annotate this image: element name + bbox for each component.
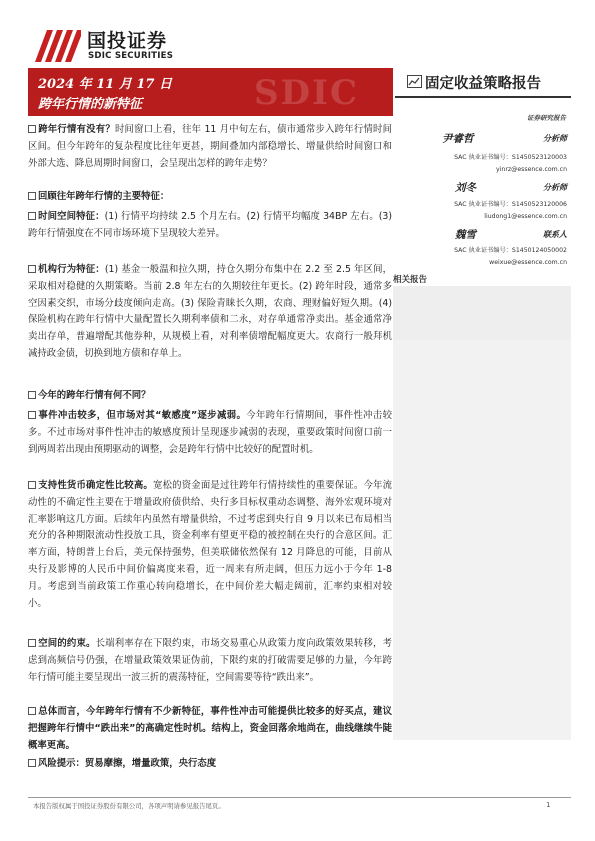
paragraph-institution [28, 262, 392, 363]
author-email[interactable]: yinrz@essence.com.cn [496, 166, 567, 173]
section-heading: 回顾往年跨年行情的主要特征： [38, 191, 170, 202]
paragraph-space-constraint [28, 636, 392, 686]
paragraph-text: 风险提示：贸易摩擦，增量政策，央行态度 [38, 758, 217, 769]
title-banner [28, 68, 393, 116]
report-subtitle: 跨年行情的新特征 [38, 97, 143, 112]
paragraph-monetary [28, 478, 392, 612]
author-name: 尹睿哲 [442, 133, 474, 145]
report-date: 2024 年 11 月 17 日 [38, 77, 172, 92]
paragraph-text: 总体而言，今年跨年行情有不少新特征，事件性冲击可能提供比较多的好买点，建议把握跨年行情中“跌出来”的高确定性时机。结构上，资金回落余地尚在，曲线继续牛陡概率更高。 [28, 706, 392, 751]
author-cert: SAC 执业证书编号：S1450523120006 [454, 201, 567, 208]
related-reports-box [393, 286, 571, 340]
bullet-box-icon [28, 192, 36, 200]
bullet-box-icon [28, 639, 36, 647]
author-cert: SAC 执业证书编号：S1450523120003 [454, 154, 567, 161]
logo-mark-icon [33, 26, 81, 64]
author-role: 联系人 [543, 230, 567, 239]
chart-icon [407, 75, 422, 88]
paragraph-summary [28, 704, 392, 754]
footer-disclaimer: 本报告版权属于国投证券股份有限公司，各项声明请参见报告尾页。 [33, 802, 225, 810]
report-tag: 证券研究报告 [527, 114, 566, 122]
paragraph-lead: 空间的约束。 [38, 638, 96, 649]
paragraph-text: (1) 基金一般温和拉久期，持仓久期分布集中在 2.2 至 2.5 年区间，采取相对稳健的久期策略。当前 2.8 年左右的久期较往年更长。(2) 跨年时段，通常多空因素交织，市场分歧度倾向走高。(3) 保险青睐长久期，农商、理财偏好短久期。(4) 保险机构在跨年行情中大量配置长久期利率债和二永，对存单通常净卖出。基金通常净卖出存单，普遍增配其他券种，从规模上看，对利率债增配幅度更大。农商行一般拜机减持政金债，切换到地方债和存单上。 [28, 264, 392, 359]
page-number: 1 [546, 801, 551, 809]
report-type-title: 固定收益策略报告 [425, 75, 541, 92]
company-logo [33, 26, 191, 66]
bullet-box-icon [28, 212, 36, 220]
logo-text-en: SDIC SECURITIES [88, 51, 174, 61]
footer-divider [28, 797, 571, 798]
paragraph-lead: 机构行为特征： [38, 264, 105, 275]
paragraph-lead: 时间空间特征： [38, 211, 105, 222]
report-type-header [405, 72, 571, 92]
paragraph-intro [28, 122, 392, 172]
paragraph-risk [28, 756, 392, 773]
bullet-box-icon [28, 125, 36, 133]
bullet-box-icon [28, 481, 36, 489]
paragraph-time-space [28, 209, 392, 243]
paragraph-text: 宽松的资金面是过往跨年行情持续性的重要保证。今年流动性的不确定性主要在于增量政府债供给、央行多目标权重动态调整、海外宏观环境对汇率影响这几方面。后续年内虽然有增量供给，不过考虑到央行自 9 月以来已布局相当充分的各种期限流动性投放工具，资金利率有望更平稳的被控制在央行的合意区间。汇率方面，特朗普上台后，美元保持强势，但美联储依然保有 12 月降息的可能，目前从央行及影博的人民币中间价偏离度来看，近一周来有所走阔，但压力远小于今年 1-8 月。考虑到当前政策工作重心转向稳增长，在中间价差大幅走阔前，汇率约束相对较小。 [28, 480, 392, 609]
author-email[interactable]: weixue@essence.com.cn [489, 259, 567, 266]
sidebar-background [393, 340, 571, 740]
author-role: 分析师 [543, 134, 567, 143]
header-divider [395, 96, 571, 98]
section-heading: 今年的跨年行情有何不同？ [38, 390, 151, 401]
paragraph-text: 今年跨年行情期间，事件性冲击较多。不过市场对事件性冲击的敏感度预计呈现逐步减弱的表现，重要政策时间窗口前一到两周若出现由预期驱动的调整，会是跨年行情中比较好的配置时机。 [28, 410, 392, 455]
paragraph-lead: 事件冲击较多，但市场对其“敏感度”逐步减弱。 [38, 410, 247, 421]
logo-text-cn: 国投证券 [87, 30, 168, 52]
paragraph-event-shock [28, 408, 392, 458]
author-email[interactable]: liudong1@essence.com.cn [484, 213, 567, 220]
paragraph-text: (1) 行情平均持续 2.5 个月左右。(2) 行情平均幅度 34BP 左右。(3) 跨年行情强度在不同市场环境下呈现较大差异。 [28, 211, 392, 239]
banner-watermark: SDIC [254, 73, 360, 113]
author-name: 魏雪 [455, 229, 476, 241]
author-role: 分析师 [543, 183, 567, 192]
section-heading-review [28, 189, 392, 206]
bullet-box-icon [28, 265, 36, 273]
bullet-box-icon [28, 707, 36, 715]
paragraph-text: 长端利率存在下限约束，市场交易重心从政策力度向政策效果转移，考虑到高频信号仍强，在增量政策效果证伪前，下限约束的打破需要足够的力量，今年跨年行情可能主要呈现出一波三折的震荡特征，空间需要等待“跌出来”。 [28, 638, 392, 683]
paragraph-lead: 支持性货币确定性比较高。 [38, 480, 153, 491]
paragraph-lead: 跨年行情有没有？ [38, 124, 115, 135]
bullet-box-icon [28, 391, 36, 399]
section-heading-difference [28, 388, 392, 405]
bullet-box-icon [28, 411, 36, 419]
related-reports-title: 相关报告 [393, 275, 428, 285]
author-name: 刘冬 [455, 182, 476, 194]
author-cert: SAC 执业证书编号：S1450124050002 [454, 247, 567, 254]
paragraph-text: 时间窗口上看，往年 11 月中旬左右，债市通常步入跨年行情时间区间。但今年跨年的复杂程度比往年更甚，期间叠加内部稳增长、增量供给时间窗口和外部大选、降息周期时间窗口，会呈现出怎样的跨年走势？ [28, 124, 392, 169]
bullet-box-icon [28, 759, 36, 767]
